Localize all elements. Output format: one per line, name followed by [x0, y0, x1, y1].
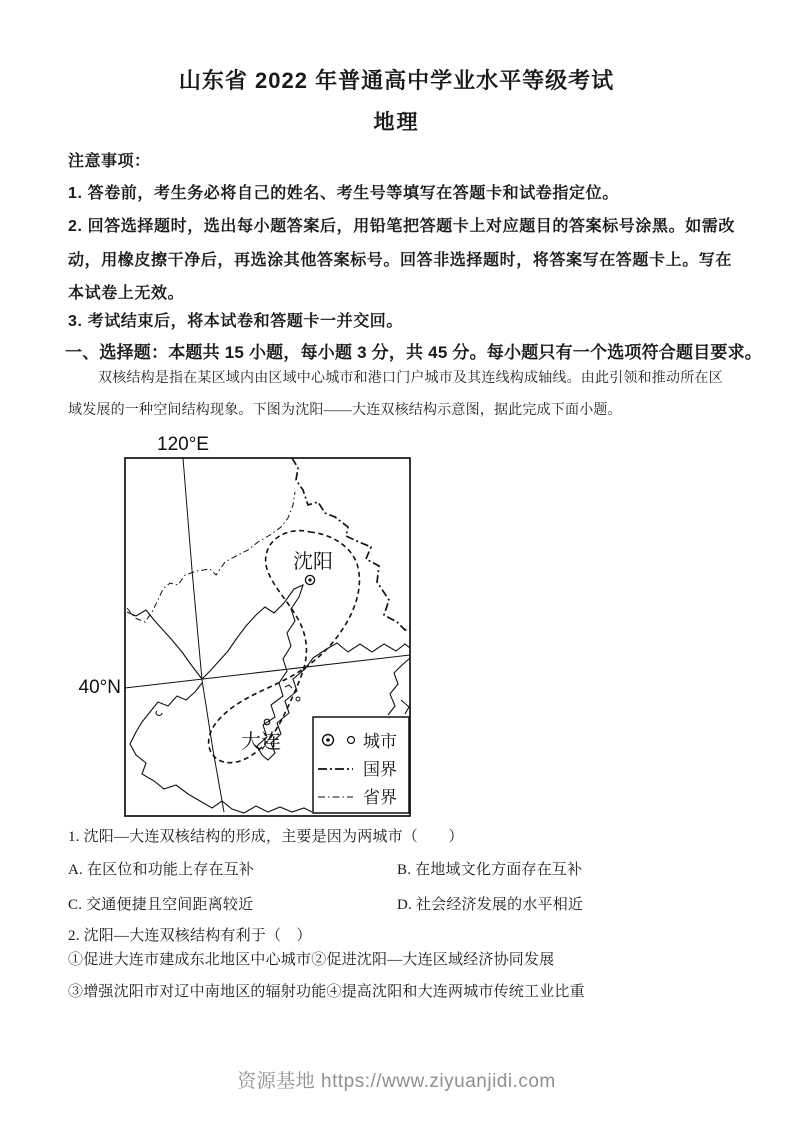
island-icon: [156, 711, 162, 715]
map-legend: [313, 717, 409, 813]
question-2-statements-line1: ①促进大连市建成东北地区中心城市②促进沈阳—大连区域经济协同发展: [68, 952, 555, 968]
footer-site-link[interactable]: 资源基地 https://www.ziyuanjidi.com: [237, 1071, 556, 1092]
passage-line-1: 双核结构是指在某区域内由区域中心城市和港口门户城市及其连线构成轴线。由此引领和推动所在区: [98, 371, 723, 386]
notice-item-1: 1. 答卷前，考生务必将自己的姓名、考生号等填写在答题卡和试卷指定位。: [68, 185, 619, 202]
meridian-line: [183, 458, 224, 812]
question-2-statements-line2: ③增强沈阳市对辽中南地区的辐射功能④提高沈阳和大连两城市传统工业比重: [68, 984, 585, 1000]
dalian-label: 大连: [241, 731, 281, 753]
question-1-option-b: B. 在地域文化方面存在互补: [397, 862, 583, 878]
question-1-option-d: D. 社会经济发展的水平相近: [397, 897, 584, 913]
shenyang-city-dot-icon: [308, 578, 311, 581]
coastline-southeast: [388, 658, 410, 715]
notice-item-2-line3: 本试卷上无效。: [68, 285, 185, 302]
legend-province-border-label: 省界: [363, 788, 397, 807]
meridian-label: 120°E: [157, 434, 209, 455]
question-1-option-a: A. 在区位和功能上存在互补: [68, 862, 255, 878]
parallel-label: 40°N: [78, 677, 121, 698]
passage-line-2: 域发展的一种空间结构现象。下图为沈阳——大连双核结构示意图，据此完成下面小题。: [68, 403, 622, 418]
notice-item-2-line1: 2. 回答选择题时，选出每小题答案后，用铅笔把答题卡上对应题目的答案标号涂黑。如需改: [68, 218, 735, 235]
island-icon: [296, 697, 300, 701]
coastline-fragment: [401, 700, 409, 714]
question-2-stem: 2. 沈阳—大连双核结构有利于（ ）: [68, 928, 312, 944]
section-heading: 一、选择题：本题共 15 小题，每小题 3 分，共 45 分。每小题只有一个选项符合题目要求。: [65, 343, 763, 362]
question-1-stem: 1. 沈阳—大连双核结构的形成，主要是因为两城市（ ）: [68, 829, 464, 845]
province-border-line: [127, 492, 295, 622]
legend-national-border-label: 国界: [363, 760, 397, 779]
subject-title: 地理: [373, 111, 420, 134]
shenyang-dalian-map: [75, 430, 415, 820]
notice-item-2-line2: 动，用橡皮擦干净后，再选涂其他答案标号。回答非选择题时，将答案写在答题卡上。写在: [68, 252, 733, 269]
parallel-line: [125, 655, 410, 688]
island-icon: [285, 685, 292, 688]
national-border-line: [292, 458, 410, 630]
legend-city-major-dot-icon: [326, 738, 330, 742]
page-title: 山东省 2022 年普通高中学业水平等级考试: [178, 68, 615, 93]
legend-city-label: 城市: [363, 732, 397, 751]
notice-heading: 注意事项：: [68, 153, 151, 170]
shenyang-label: 沈阳: [293, 551, 333, 573]
question-1-option-c: C. 交通便捷且空间距离较近: [68, 897, 254, 913]
notice-item-3: 3. 考试结束后，将本试卷和答题卡一并交回。: [68, 313, 403, 330]
